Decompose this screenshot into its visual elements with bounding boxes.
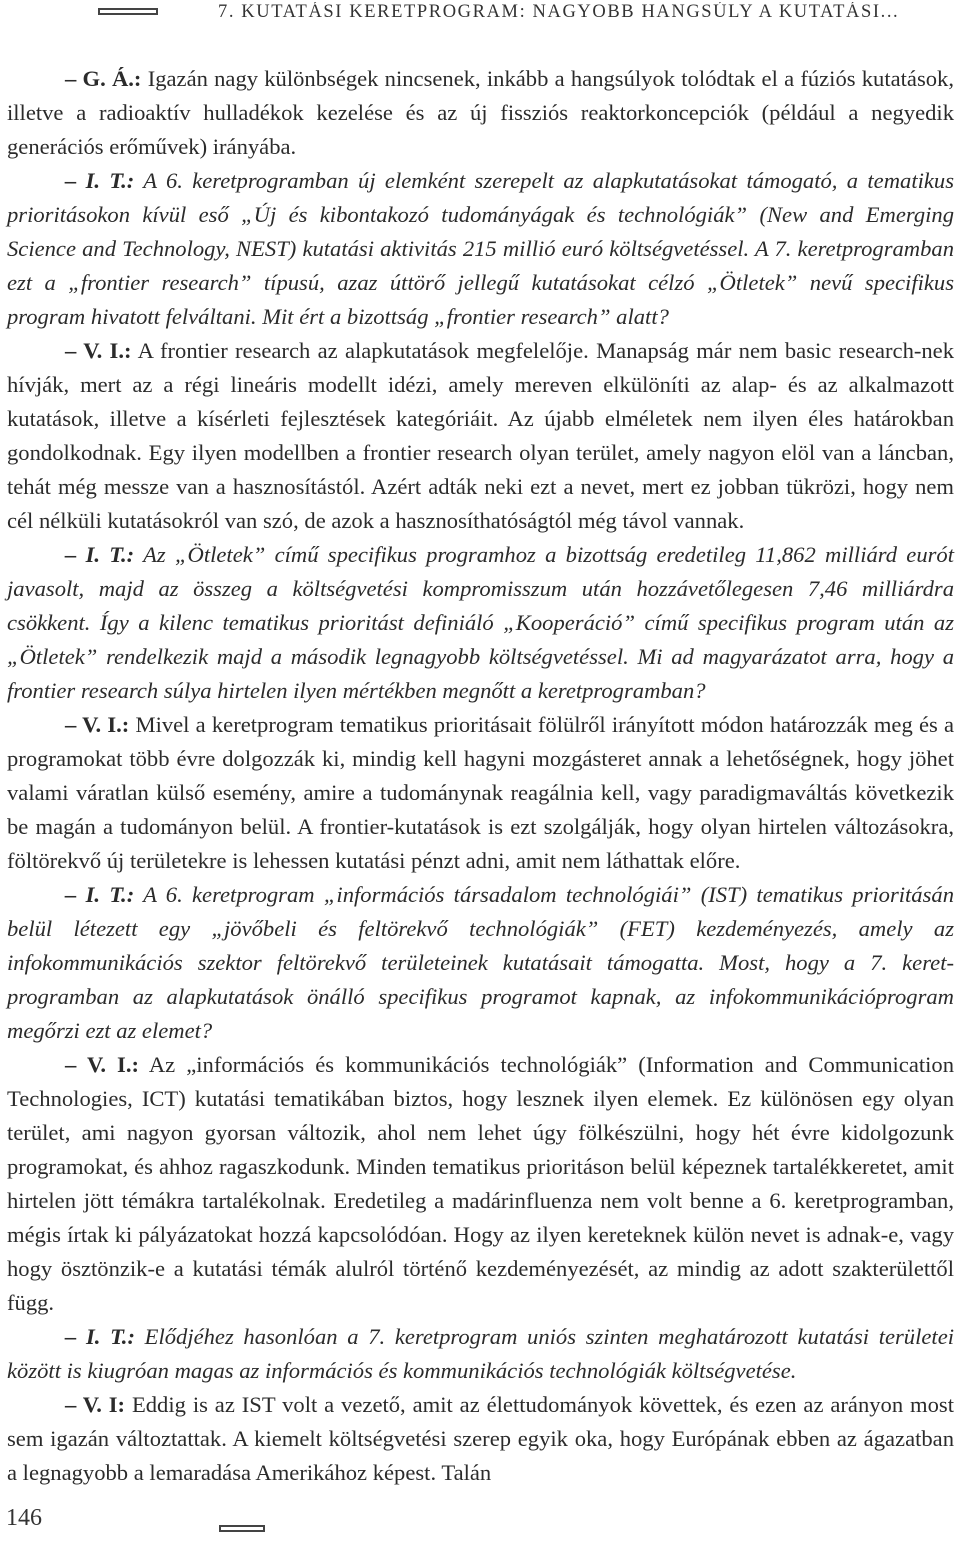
page-footer	[0, 1503, 960, 1543]
running-header	[0, 0, 960, 40]
paragraph-text: Az „információs és kommunikációs technológiák” (Information and Communication Technologies, ICT) kutatási tematikában biztos, hogy lesznek ilyen elemek. Ez különösen egy olyan terület, ami nagyon gyorsan változik, ahol nem lehet úgy fölkészülni, hogy hét évre kidolgozunk programokat, és ahhoz ragaszkodunk. Minden tematikus prioritáson belül képeznek tartalékkeretet, amit hirtelen jött témákra tartalékolnak. Eredetileg a madárinfluenza nem volt benne a 6. keretprogramban, mégis írtak ki pályázatokat hozzá kapcsolódóan. Hogy az ilyen kereteknek külön nevet is adnak-e, vagy hogy ösztönzik-e a kutatási témák alulról történő kezdeményezését, az mindig az adott szakterülettől függ.	[7, 1052, 955, 1315]
speaker-label: – G. Á.:	[65, 66, 142, 91]
interview-body	[7, 62, 954, 1490]
paragraph-question	[7, 1320, 954, 1388]
speaker-label: – V. I:	[65, 1392, 126, 1417]
footer-ornament-box	[219, 1525, 265, 1532]
paragraph-text: Igazán nagy különbségek nincsenek, inkább a hangsúlyok tolódtak el a fúziós kutatások, illetve a radioaktív hulladékok kezelése és az új fissziós reaktorkoncepciók (például a negyedik generációs erőművek) irányába.	[7, 66, 954, 159]
running-title: 7. KUTATÁSI KERETPROGRAM: NAGYOBB HANGSÚLY A KUTATÁSI...	[218, 2, 900, 22]
paragraph-answer	[7, 708, 954, 878]
paragraph-answer	[7, 334, 954, 538]
paragraph-text: A 6. keretprogram „információs társadalom technológiái” (IST) tematikus prioritásán belül létezett egy „jövőbeli és feltörekvő technológiák” (FET) kezdeményezés, amely az infokommunikációs szektor feltörekvő területeinek kutatásait támogatta. Most, hogy a 7. keretprogramban az alapkutatások önálló specifikus programot kapnak, az infokommunikációprogram megőrzi ezt az elemet?	[7, 882, 954, 1043]
speaker-label: – I. T.:	[65, 882, 135, 907]
speaker-label: – V. I.:	[65, 1052, 140, 1077]
paragraph-answer	[7, 62, 954, 164]
speaker-label: – I. T.:	[65, 542, 135, 567]
paragraph-question	[7, 878, 954, 1048]
paragraph-question	[7, 538, 954, 708]
paragraph-text: A 6. keretprogramban új elemként szerepelt az alapkutatásokat támogató, a tematikus prioritásokon kívül eső „Új és kibontakozó tudományágak és technológiák” (New and Emerging Science and Technology, NEST) kutatási aktivitás 215 millió euró költségvetéssel. A 7. keretprogramban ezt a „frontier research” típusú, azaz úttörő jellegű kutatásokat célzó „Ötletek” nevű specifikus program hivatott felváltani. Mit ért a bizottság „frontier research” alatt?	[7, 168, 954, 329]
speaker-label: – V. I.:	[65, 338, 132, 363]
paragraph-text: A frontier research az alapkutatások megfelelője. Manapság már nem basic research-nek hívják, mert az a régi lineáris modellt idézi, amely mereven elkülöníti az alap- és az alkalmazott kutatások, illetve a kísérleti fejlesztések kategóriáit. Az újabb elméletek nem ilyen éles határokban gondolkodnak. Egy ilyen modellben a frontier research olyan terület, amely nagyon elöl van a láncban, tehát még messze van a hasznosítástól. Azért adták neki ezt a nevet, mert ez jobban tükrözi, hogy nem cél nélküli kutatásokról van szó, de azok a hasznosíthatóságtól még távol vannak.	[7, 338, 955, 533]
paragraph-text: Az „Ötletek” című specifikus programhoz a bizottság eredetileg 11,862 milliárd eurót javasolt, majd az összeg a költségvetési kompromisszum után hozzávetőlegesen 7,46 milliárdra csökkent. Így a kilenc tematikus prioritást definiáló „Kooperáció” című specifikus program után az „Ötletek” rendelkezik majd a második legnagyobb költségvetéssel. Mi ad magyarázatot arra, hogy a frontier research súlya hirtelen ilyen mértékben megnőtt a keretprogramban?	[7, 542, 954, 703]
paragraph-answer	[7, 1048, 954, 1320]
speaker-label: – I. T.:	[65, 168, 135, 193]
page-number: 146	[6, 1505, 42, 1531]
paragraph-text: Mivel a keretprogram tematikus prioritásait fölülről irányított módon határozzák meg és a programokat több évre dolgozzák ki, mindig kell hagyni mozgásteret annak a lehetőségnek, hogy jöhet valami váratlan külső esemény, amire a tudománynak reagálnia kell, vagy paradigmaváltás következik be magán a tudományon belül. A frontier-kutatások is ezt szolgálják, hogy olyan hirtelen változásokra, föltörekvő új területekre is lehessen kutatási pénzt adni, amit nem láthattak előre.	[7, 712, 954, 873]
paragraph-text: Eddig is az IST volt a vezető, amit az élettudományok követtek, és ezen az arányon most sem igazán változtattak. A kiemelt költségvetési szerep egyik oka, hogy Európának ebben az ágazatban a legnagyobb a lemaradása Amerikához képest. Talán	[7, 1392, 954, 1485]
speaker-label: – I. T.:	[65, 1324, 135, 1349]
paragraph-text: Elődjéhez hasonlóan a 7. keretprogram uniós szinten meghatározott kutatási területei között is kiugróan magas az információs és kommunikációs technológiák költségvetése.	[7, 1324, 954, 1383]
header-ornament-box	[98, 8, 158, 15]
speaker-label: – V. I.:	[65, 712, 130, 737]
paragraph-answer	[7, 1388, 954, 1490]
paragraph-question	[7, 164, 954, 334]
